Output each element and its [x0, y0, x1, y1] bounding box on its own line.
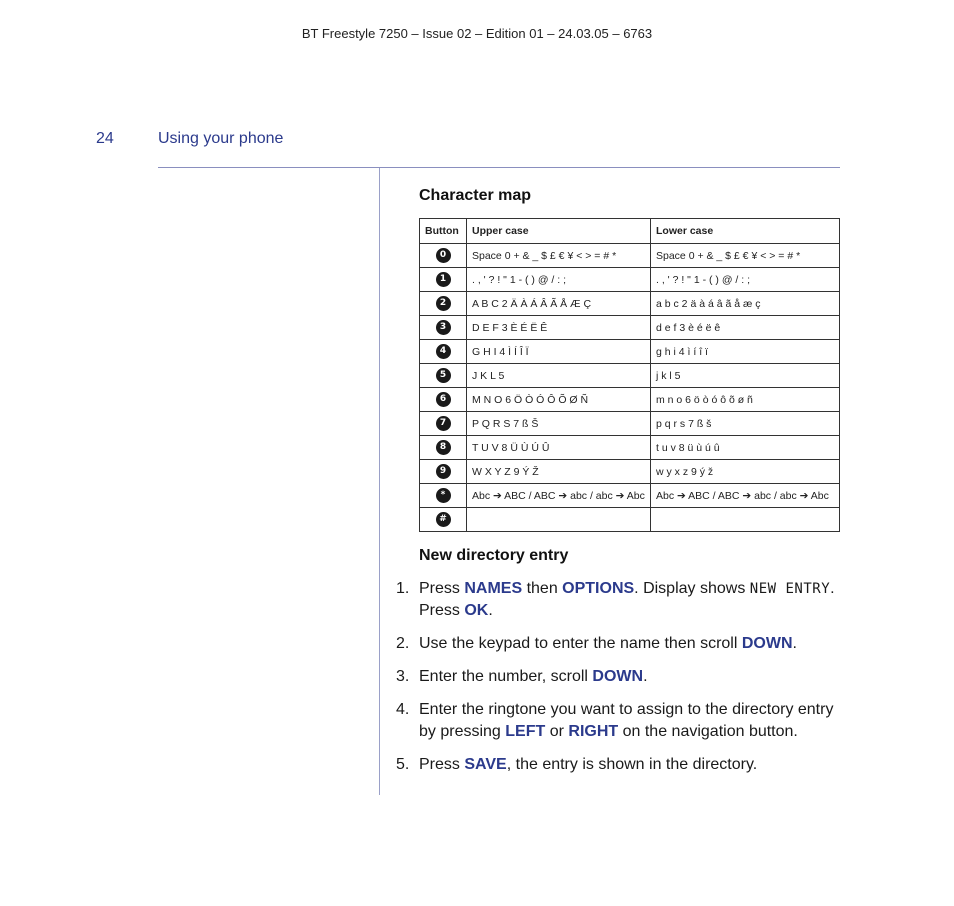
upper-case-cell: W X Y Z 9 Ý Ž [467, 460, 651, 484]
table-row [420, 436, 840, 460]
ok-key-label: OK [464, 602, 489, 619]
step-text: or [545, 723, 569, 740]
table-row [420, 388, 840, 412]
step-item [396, 666, 846, 688]
lower-case-cell: . , ' ? ! " 1 - ( ) @ / : ; [651, 268, 840, 292]
lower-case-cell: g h i 4 ì í î ï [651, 340, 840, 364]
upper-case-cell: T U V 8 Ü Ù Ú Û [467, 436, 651, 460]
lower-case-cell [651, 508, 840, 532]
upper-case-cell: G H I 4 Ì Í Î Ï [467, 340, 651, 364]
step-text: . [792, 635, 797, 652]
step-text: . Display shows [634, 580, 750, 597]
step-number: 4. [396, 701, 410, 718]
step-item [396, 578, 846, 622]
table-row [420, 364, 840, 388]
upper-case-cell: A B C 2 Ä À Á Â Ã Å Æ Ç [467, 292, 651, 316]
step-item [396, 754, 846, 776]
table-header-row [420, 219, 840, 244]
key-0-icon: 0 [436, 248, 451, 263]
key-3-icon: 3 [436, 320, 451, 335]
header-rule [158, 167, 840, 168]
left-key-label: LEFT [505, 723, 546, 740]
key-8-icon: 8 [436, 440, 451, 455]
key-9-icon: 9 [436, 464, 451, 479]
upper-case-cell: J K L 5 [467, 364, 651, 388]
section-title: Using your phone [158, 130, 284, 147]
lower-case-cell: t u v 8 ü ù ú û [651, 436, 840, 460]
step-text: Press [419, 580, 465, 597]
document-header-line: BT Freestyle 7250 – Issue 02 – Edition 01 – 24.03.05 – 6763 [301, 26, 653, 41]
key-hash-icon: # [436, 512, 451, 527]
lower-case-cell: w y x z 9 ý ž [651, 460, 840, 484]
lower-case-cell: a b c 2 ä à á â ã å æ ç [651, 292, 840, 316]
right-key-label: RIGHT [568, 723, 619, 740]
upper-case-cell: P Q R S 7 ß Š [467, 412, 651, 436]
step-text: Enter the number, scroll [419, 668, 593, 685]
key-7-icon: 7 [436, 416, 451, 431]
step-text: . [488, 602, 493, 619]
key-5-icon: 5 [436, 368, 451, 383]
column-header-lower-case: Lower case [651, 219, 840, 244]
key-2-icon: 2 [436, 296, 451, 311]
page-number: 24 [96, 130, 114, 147]
lower-case-cell: Abc ➔ ABC / ABC ➔ abc / abc ➔ Abc [651, 484, 840, 508]
save-key-label: SAVE [464, 756, 507, 773]
table-row [420, 508, 840, 532]
lower-case-cell: j k l 5 [651, 364, 840, 388]
column-divider [379, 168, 380, 795]
step-text: on the navigation button. [618, 723, 798, 740]
key-4-icon: 4 [436, 344, 451, 359]
step-number: 3. [396, 668, 410, 685]
step-text: Use the keypad to enter the name then scroll [419, 635, 742, 652]
upper-case-cell [467, 508, 651, 532]
step-text: then [522, 580, 563, 597]
options-key-label: OPTIONS [562, 580, 635, 597]
table-row [420, 244, 840, 268]
key-star-icon: * [436, 488, 451, 503]
upper-case-cell: Space 0 + & _ $ £ € ¥ < > = # * [467, 244, 651, 268]
character-map-table [419, 218, 840, 532]
upper-case-cell: D E F 3 È É Ë Ê [467, 316, 651, 340]
step-number: 5. [396, 756, 410, 773]
upper-case-cell: . , ' ? ! " 1 - ( ) @ / : ; [467, 268, 651, 292]
table-row [420, 412, 840, 436]
upper-case-cell: Abc ➔ ABC / ABC ➔ abc / abc ➔ Abc [467, 484, 651, 508]
step-text: . [643, 668, 648, 685]
down-key-label: DOWN [592, 668, 644, 685]
character-map-heading: Character map [419, 187, 532, 204]
key-1-icon: 1 [436, 272, 451, 287]
step-text: . Press [419, 580, 835, 619]
new-directory-entry-heading: New directory entry [419, 547, 569, 564]
step-text: Enter the ringtone you want to assign to the directory entry by pressing [419, 701, 834, 740]
display-text: NEW ENTRY [749, 581, 831, 597]
instruction-steps [396, 578, 846, 787]
table-row [420, 268, 840, 292]
step-text: , the entry is shown in the directory. [506, 756, 758, 773]
lower-case-cell: Space 0 + & _ $ £ € ¥ < > = # * [651, 244, 840, 268]
table-row [420, 340, 840, 364]
step-item [396, 633, 846, 655]
lower-case-cell: p q r s 7 ß š [651, 412, 840, 436]
table-row [420, 484, 840, 508]
upper-case-cell: M N O 6 Ö Ò Ó Ô Õ Ø Ñ [467, 388, 651, 412]
table-row [420, 292, 840, 316]
step-item [396, 699, 846, 743]
key-6-icon: 6 [436, 392, 451, 407]
step-number: 2. [396, 635, 410, 652]
step-number: 1. [396, 580, 410, 597]
lower-case-cell: m n o 6 ö ò ó ô õ ø ñ [651, 388, 840, 412]
step-text: Press [419, 756, 465, 773]
table-row [420, 460, 840, 484]
column-header-upper-case: Upper case [467, 219, 651, 244]
down-key-label: DOWN [741, 635, 793, 652]
names-key-label: NAMES [464, 580, 523, 597]
table-row [420, 316, 840, 340]
lower-case-cell: d e f 3 è é ë ê [651, 316, 840, 340]
column-header-button: Button [420, 219, 467, 244]
